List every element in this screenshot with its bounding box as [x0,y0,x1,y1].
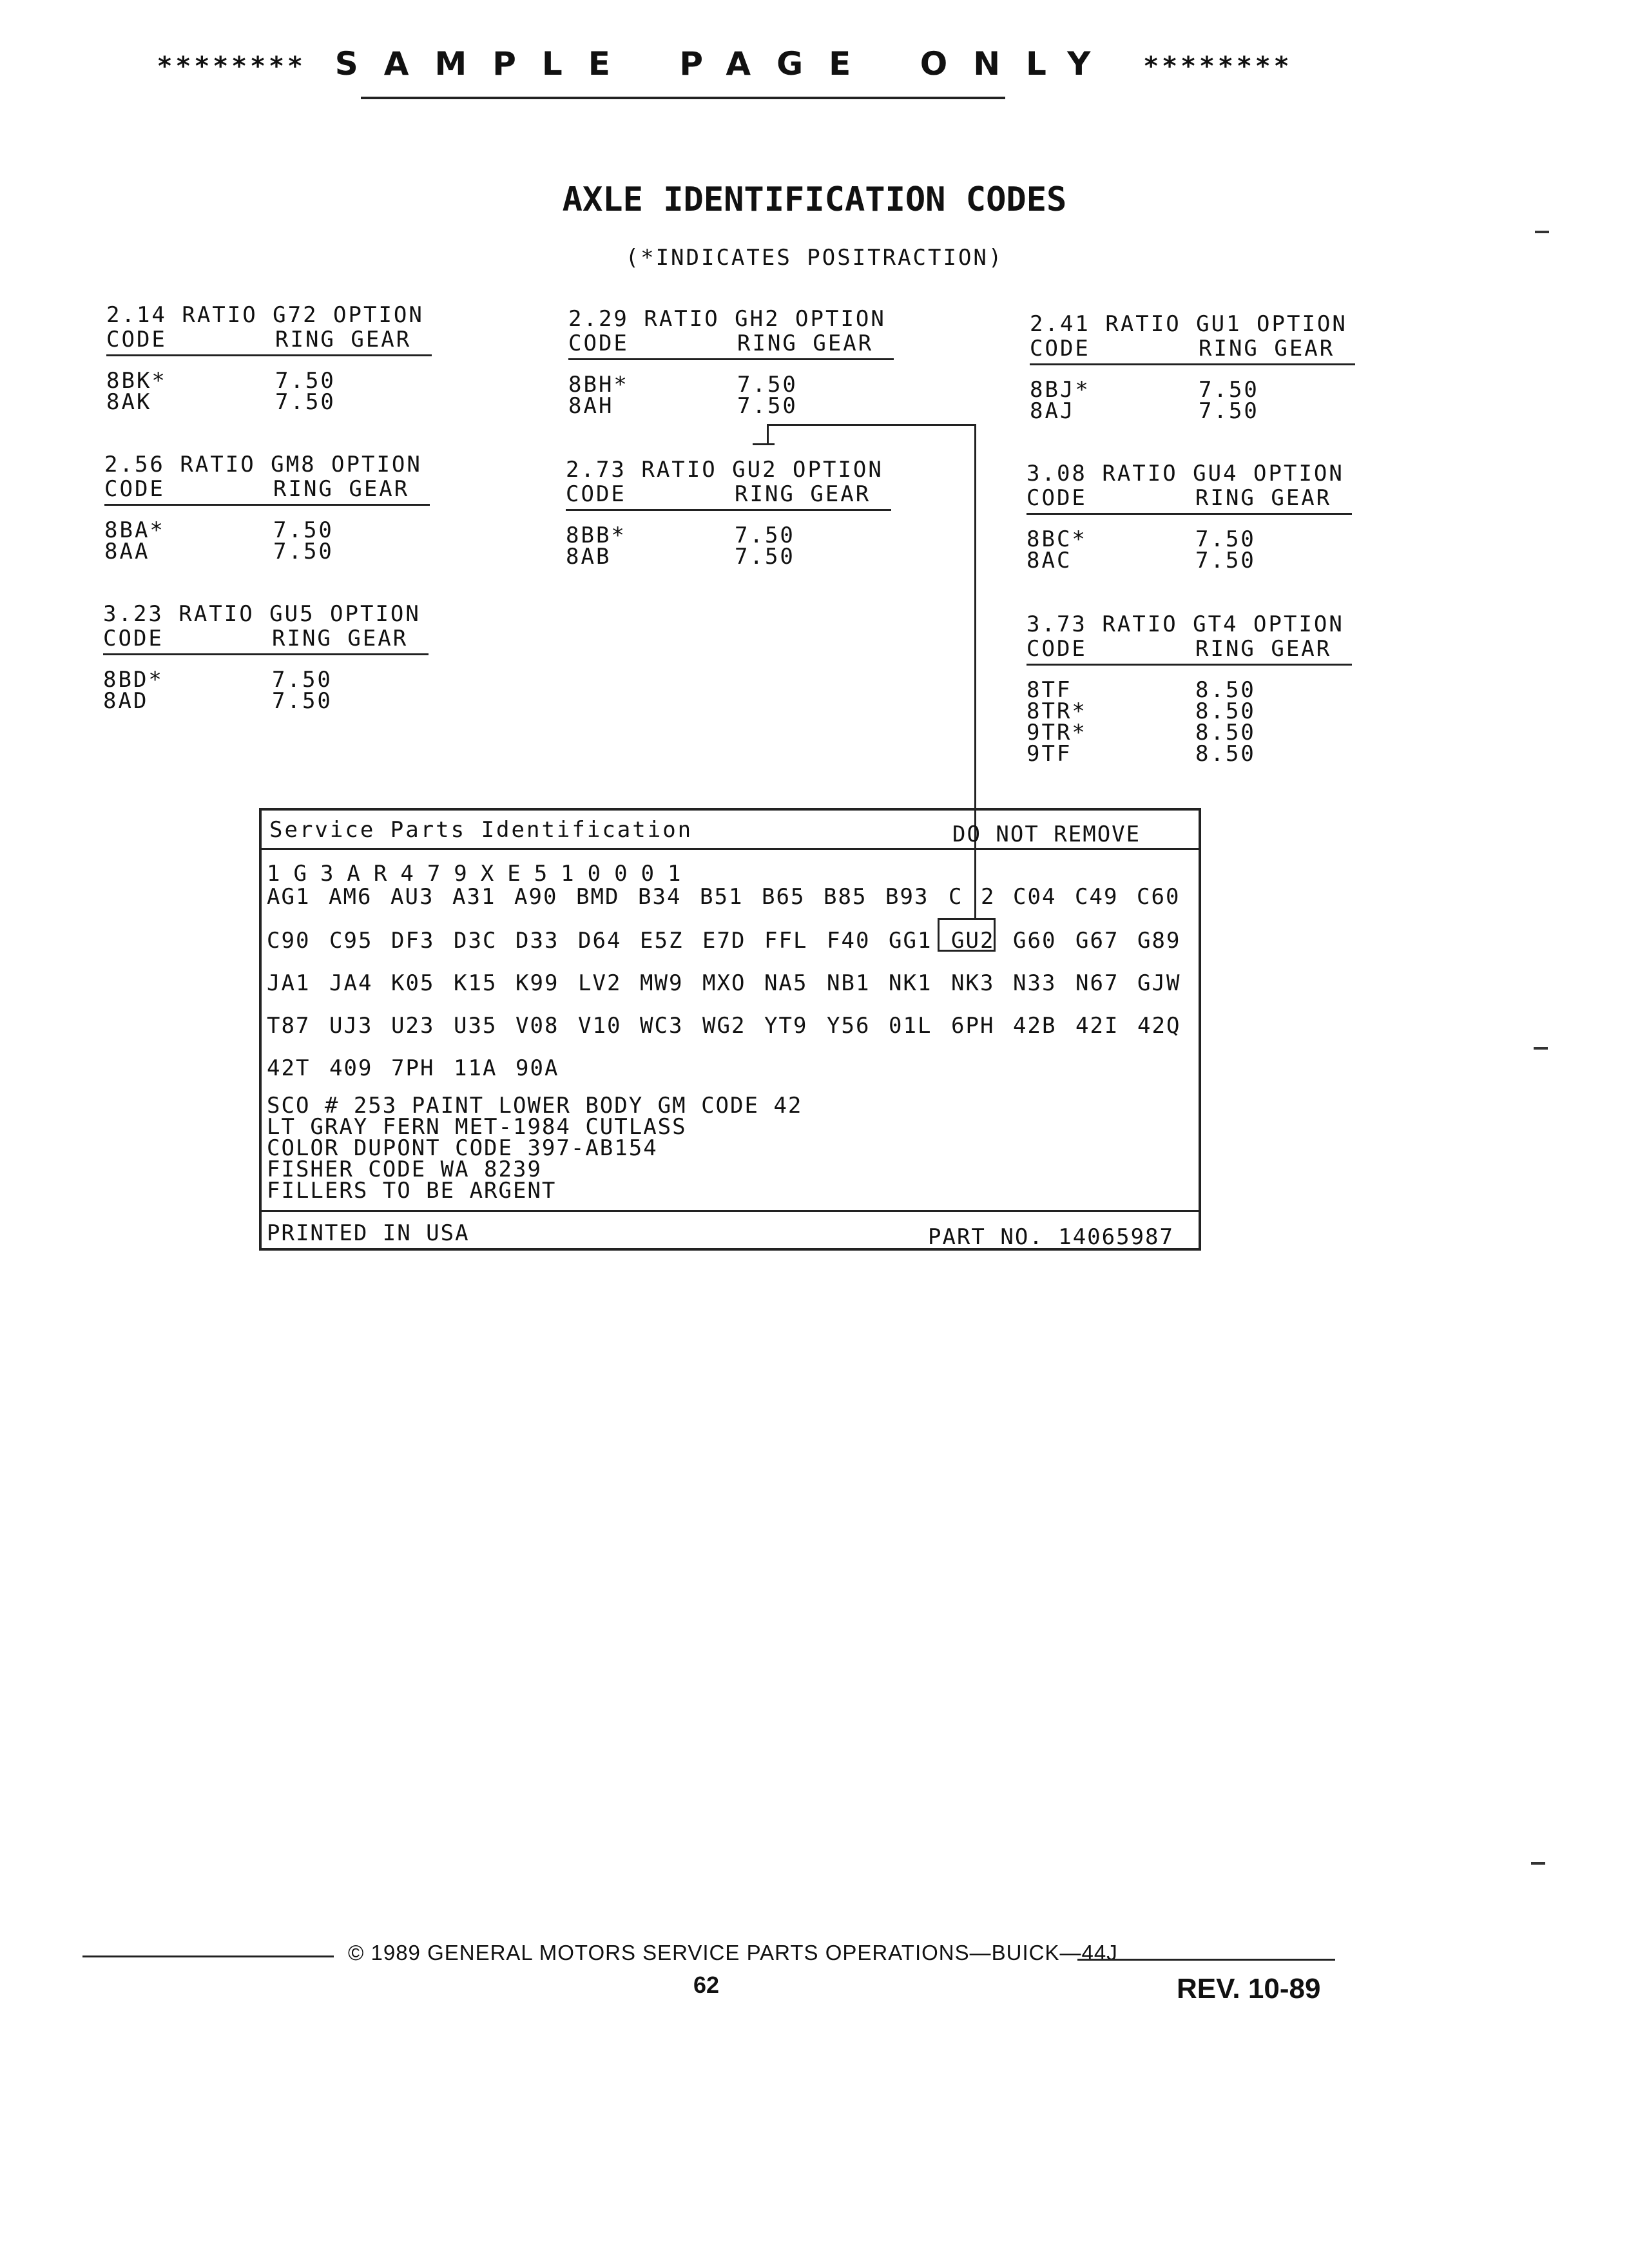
option-code: NK3 [951,970,995,996]
axle-code: 8BD* [103,667,164,693]
option-code: WG2 [702,1013,746,1039]
banner-word-only: ONLY [920,45,1117,82]
option-code: FFL [764,928,808,954]
axle-group-rows [566,525,901,568]
page-title: AXLE IDENTIFICATION CODES [562,180,1067,219]
axle-code: 8AK [106,389,152,415]
ring-gear-size: 7.50 [737,393,798,419]
ring-gear-size: 7.50 [1199,377,1259,403]
option-code: D64 [578,928,622,954]
banner-underline [361,97,1005,99]
option-code: NA5 [764,970,808,996]
axle-row [106,370,441,392]
axle-group [103,602,438,712]
option-code: T87 [267,1013,311,1039]
page-subtitle: (*INDICATES POSITRACTION) [625,245,1004,271]
code-column-header: CODE [1027,636,1087,662]
ring-gear-size: 7.50 [272,667,333,693]
option-code: G60 [1013,928,1057,954]
axle-group-subheader [1030,336,1365,361]
option-code: U35 [454,1013,497,1039]
option-code: K05 [391,970,435,996]
axle-group-rule [1030,363,1355,365]
option-code: UJ3 [329,1013,373,1039]
option-code: C60 [1137,884,1181,910]
axle-group-heading: 3.08 RATIO GU4 OPTION [1027,461,1344,486]
option-code: JA1 [267,970,311,996]
option-code: YT9 [764,1013,808,1039]
axle-code: 8BA* [104,517,165,543]
option-code: 42Q [1137,1013,1181,1039]
axle-row [568,393,903,419]
axle-group-heading: 2.29 RATIO GH2 OPTION [568,306,886,332]
footer-copyright: © 1989 GENERAL MOTORS SERVICE PARTS OPERATIONS—BUICK—44J [348,1941,1118,1965]
banner-stars-right: ******** [1144,52,1294,81]
option-code: NK1 [889,970,932,996]
option-code: B93 [885,884,929,910]
option-code: AG1 [267,884,311,910]
code-column-header: CODE [106,327,167,352]
option-code: G89 [1137,928,1181,954]
option-code: 01L [889,1013,932,1039]
margin-mark [1534,1047,1548,1050]
axle-group-rule [568,358,894,360]
axle-group [1027,461,1362,572]
option-code: C90 [267,928,311,954]
axle-group-rows [106,370,441,413]
margin-mark [1531,1862,1545,1865]
connector-tick [767,424,769,445]
label-title-divider [259,848,1201,850]
option-code: C95 [329,928,373,954]
printed-in-usa: PRINTED IN USA [267,1220,470,1246]
axle-group-subheader [104,477,439,501]
option-code: N33 [1013,970,1057,996]
paint-note: SCO # 253 PAINT LOWER BODY GM CODE 42 [267,1093,803,1119]
ring-gear-size: 7.50 [273,517,334,543]
axle-row [568,374,903,396]
label-notice: DO NOT REMOVE [952,822,1141,847]
option-code: WC3 [640,1013,684,1039]
page-number: 62 [693,1972,720,1998]
ring-gear-size: 7.50 [737,372,798,398]
axle-group-rule [566,509,891,511]
axle-code: 9TR* [1027,720,1087,745]
option-code: V10 [578,1013,622,1039]
paint-note: FISHER CODE WA 8239 [267,1157,542,1182]
ring-gear-size: 8.50 [1195,720,1256,745]
axle-code: 9TF [1027,741,1072,767]
axle-row [1030,398,1365,424]
axle-group-rule [103,653,429,655]
axle-code: 8BC* [1027,526,1087,552]
ring-gear-size: 8.50 [1195,741,1256,767]
axle-code: 8TR* [1027,698,1087,724]
banner-word-page: PAGE [679,45,877,82]
option-code: G67 [1075,928,1119,954]
axle-group [104,452,439,562]
axle-group-rows [568,374,903,417]
banner-word-sample: SAMPLE [334,45,636,82]
paint-note: LT GRAY FERN MET-1984 CUTLASS [267,1114,687,1140]
option-code: GU2 [951,928,995,954]
axle-group-rule [106,354,432,356]
axle-row [106,389,441,415]
ring-gear-size: 7.50 [1199,398,1259,424]
margin-mark [1535,231,1549,233]
axle-group [1027,612,1362,765]
axle-code: 8BJ* [1030,377,1090,403]
paint-note: FILLERS TO BE ARGENT [267,1178,557,1204]
axle-group-subheader [106,327,441,352]
ring-gear-size: 7.50 [275,368,336,394]
connector-tick-foot [753,443,775,445]
axle-row [1027,722,1362,744]
axle-code: 8TF [1027,677,1072,703]
axle-row [104,517,439,543]
axle-code: 8AC [1027,548,1072,573]
option-code: GG1 [889,928,932,954]
option-code: 90A [516,1055,559,1081]
axle-row [1027,741,1362,767]
axle-code: 8AJ [1030,398,1075,424]
axle-group-subheader [103,626,438,651]
option-code: K99 [516,970,559,996]
option-code: 42I [1075,1013,1119,1039]
axle-group-rule [1027,664,1352,666]
option-code: A90 [514,884,558,910]
axle-group-rows [103,669,438,712]
axle-group [106,303,441,413]
code-column-header: CODE [1027,485,1087,511]
option-code: 2 [981,884,996,910]
ring-gear-size: 8.50 [1195,677,1256,703]
gu2-highlight-box [938,918,996,952]
option-code: 7PH [391,1055,435,1081]
paint-note: COLOR DUPONT CODE 397-AB154 [267,1135,658,1161]
option-code: AM6 [329,884,372,910]
option-code: MXO [702,970,746,996]
axle-group-subheader [568,331,903,356]
ring-gear-size: 7.50 [273,539,334,564]
ring-gear-column-header: RING GEAR [1195,636,1332,662]
option-code: C04 [1013,884,1057,910]
sample-page-banner [158,45,1305,82]
axle-group [568,307,903,417]
option-code: GJW [1137,970,1181,996]
option-code: LV2 [578,970,622,996]
axle-group-heading: 3.23 RATIO GU5 OPTION [103,601,421,627]
option-code: B51 [700,884,744,910]
option-code: Y56 [827,1013,871,1039]
option-code: C49 [1075,884,1119,910]
option-code: B65 [762,884,805,910]
footer-rule-right [1077,1959,1335,1961]
axle-code: 8AB [566,544,612,570]
option-code: 42T [267,1055,311,1081]
footer-rule-left [82,1956,334,1957]
ring-gear-column-header: RING GEAR [272,626,409,651]
ring-gear-size: 7.50 [735,544,795,570]
code-column-header: CODE [566,481,626,507]
option-code: 6PH [951,1013,995,1039]
option-code: D3C [454,928,497,954]
code-column-header: CODE [1030,336,1090,361]
option-code: JA4 [329,970,373,996]
axle-row [1027,550,1362,572]
option-code: BMD [576,884,620,910]
ring-gear-size: 7.50 [275,389,336,415]
ring-gear-size: 7.50 [735,523,795,548]
axle-group-rows [104,517,439,564]
axle-code: 8BH* [568,372,629,398]
part-number: PART NO. 14065987 [928,1224,1174,1250]
option-code: DF3 [391,928,435,954]
axle-row [1030,377,1365,403]
option-code: 409 [329,1055,373,1081]
ring-gear-column-header: RING GEAR [737,331,874,356]
axle-group-rows [1027,526,1362,573]
ring-gear-size: 7.50 [1195,548,1256,573]
axle-code: 8AA [104,539,150,564]
ring-gear-column-header: RING GEAR [275,327,412,352]
axle-group-heading: 2.14 RATIO G72 OPTION [106,302,424,328]
axle-row [566,546,901,568]
connector-horizontal [767,424,976,426]
axle-code: 8AD [103,688,149,714]
axle-group-rule [1027,513,1352,515]
option-code: MW9 [640,970,684,996]
option-code: E5Z [640,928,684,954]
axle-group [566,457,901,568]
axle-row [1027,526,1362,552]
axle-group-rows [1030,377,1365,424]
option-code: B34 [638,884,682,910]
option-code: U23 [391,1013,435,1039]
option-code: V08 [516,1013,559,1039]
label-title: Service Parts Identification [269,817,693,843]
code-column-header: CODE [103,626,164,651]
axle-row [103,688,438,714]
paint-notes [267,1095,802,1202]
axle-group-rule [104,504,430,506]
axle-group-heading: 2.41 RATIO GU1 OPTION [1030,311,1347,337]
code-column-header: CODE [568,331,629,356]
banner-stars-left: ******** [158,52,307,81]
vin-number: 1G3AR479XE510001 [267,861,695,887]
option-code: F40 [827,928,871,954]
axle-group-heading: 2.73 RATIO GU2 OPTION [566,457,883,483]
option-code: A31 [452,884,496,910]
axle-group-heading: 3.73 RATIO GT4 OPTION [1027,611,1344,637]
ring-gear-size: 8.50 [1195,698,1256,724]
axle-code: 8BB* [566,523,626,548]
label-footer-divider [259,1210,1201,1212]
option-code: N67 [1075,970,1119,996]
axle-row [103,669,438,691]
axle-group [1030,312,1365,422]
axle-group-subheader [1027,637,1362,661]
axle-group-rows [1027,677,1362,767]
ring-gear-column-header: RING GEAR [273,476,410,502]
revision-label: REV. 10-89 [1177,1973,1321,2004]
ring-gear-size: 7.50 [1195,526,1256,552]
axle-group-subheader [1027,486,1362,510]
option-code: K15 [454,970,497,996]
ring-gear-column-header: RING GEAR [735,481,871,507]
option-code: B85 [824,884,867,910]
ring-gear-size: 7.50 [272,688,333,714]
option-code: 11A [454,1055,497,1081]
code-column-header: CODE [104,476,165,502]
axle-row [566,525,901,546]
option-code: 42B [1013,1013,1057,1039]
ring-gear-column-header: RING GEAR [1195,485,1332,511]
option-code: NB1 [827,970,871,996]
option-code: C [949,884,963,910]
option-code: AU3 [390,884,434,910]
option-code: D33 [516,928,559,954]
axle-code: 8AH [568,393,614,419]
axle-row [104,541,439,562]
ring-gear-column-header: RING GEAR [1199,336,1335,361]
axle-group-subheader [566,482,901,506]
option-code: E7D [702,928,746,954]
axle-code: 8BK* [106,368,167,394]
axle-group-heading: 2.56 RATIO GM8 OPTION [104,452,422,477]
